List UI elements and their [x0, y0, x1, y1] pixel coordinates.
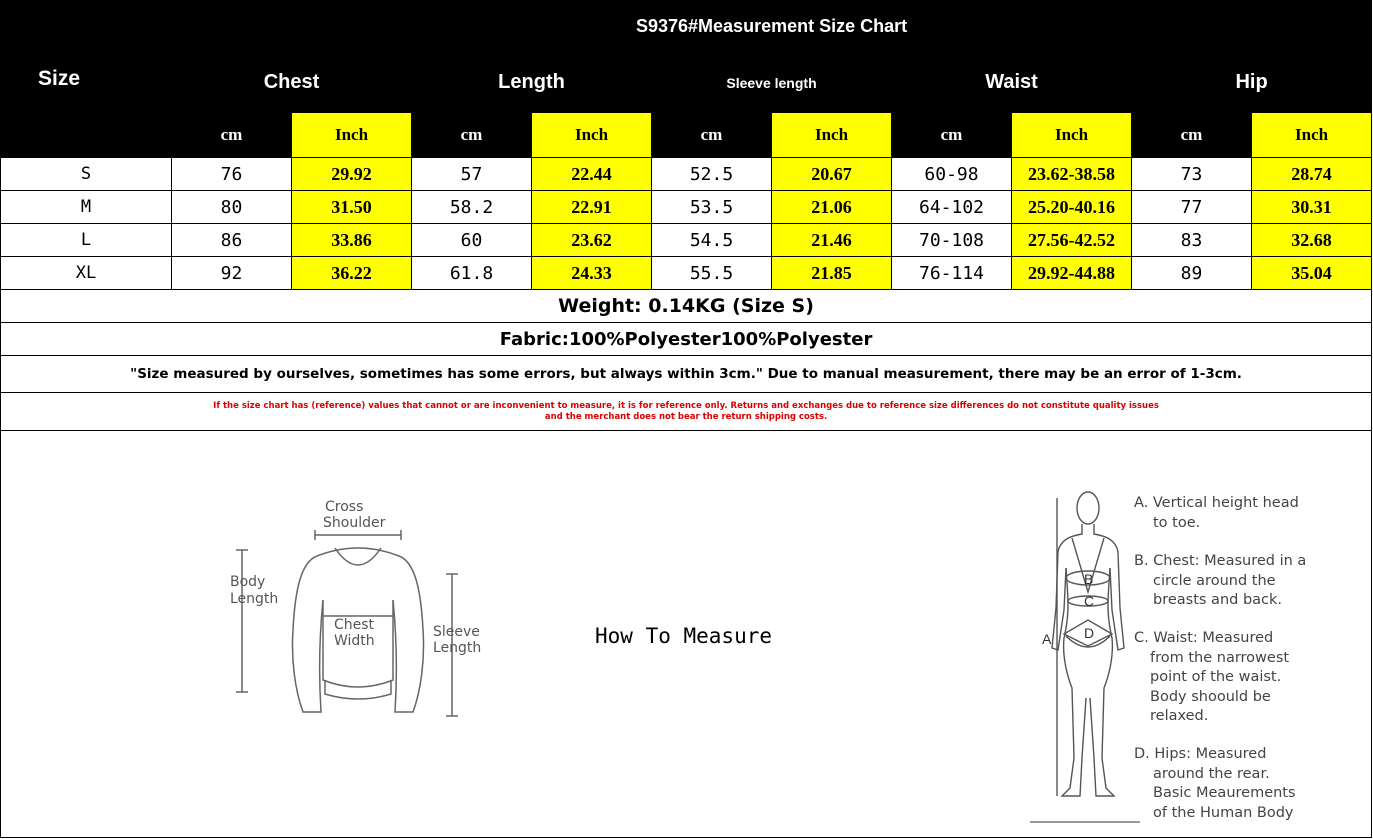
- hip-inch-cell: 35.04: [1252, 257, 1372, 290]
- cross-shoulder-label-1: Cross: [325, 499, 364, 515]
- sleeve-inch-cell: 21.06: [772, 191, 892, 224]
- chart-title: S9376#Measurement Size Chart: [172, 1, 1372, 53]
- sweater-measure-diagram: [225, 490, 495, 730]
- hip-cm-cell: 89: [1132, 257, 1252, 290]
- warning-line-2: and the merchant does not bear the return shipping costs.: [544, 411, 828, 422]
- hip-inch-cell: 30.31: [1252, 191, 1372, 224]
- legend-line: A. Vertical height head: [1134, 495, 1299, 511]
- unit-cm: cm: [172, 113, 292, 158]
- sleeve-inch-cell: 20.67: [772, 158, 892, 191]
- length-inch-cell: 22.91: [532, 191, 652, 224]
- length-inch-cell: 22.44: [532, 158, 652, 191]
- sleeve-length-label-2: Length: [433, 640, 482, 656]
- length-cm-cell: 61.8: [412, 257, 532, 290]
- group-header-waist: Waist: [892, 53, 1132, 113]
- table-row: [1, 257, 1372, 290]
- legend-c: [1134, 629, 1289, 727]
- chest-width-label-2: Width: [334, 633, 375, 649]
- hip-cm-cell: 77: [1132, 191, 1252, 224]
- chest-inch-cell: 36.22: [292, 257, 412, 290]
- legend-line: circle around the: [1153, 572, 1276, 589]
- row-size-label: S: [1, 158, 172, 191]
- legend-line: Basic Meaurements: [1153, 785, 1296, 801]
- length-inch-cell: 23.62: [532, 224, 652, 257]
- legend-line: of the Human Body: [1153, 804, 1294, 821]
- hip-inch-cell: 32.68: [1252, 224, 1372, 257]
- waist-cm-cell: 76-114: [892, 257, 1012, 290]
- measurement-note: "Size measured by ourselves, sometimes has some errors, but always within 3cm." Due to manual measurement, there may be an error of 1-3cm.: [1, 356, 1372, 393]
- length-cm-cell: 58.2: [412, 191, 532, 224]
- row-size-label: L: [1, 224, 172, 257]
- weight-info: Weight: 0.14KG (Size S): [1, 290, 1372, 323]
- unit-inch: Inch: [292, 113, 412, 158]
- unit-cm: cm: [412, 113, 532, 158]
- chest-width-label-1: Chest: [334, 617, 375, 633]
- sleeve-cm-cell: 53.5: [652, 191, 772, 224]
- warning-line-1: If the size chart has (reference) values that cannot or are inconvenient to measure, it is for reference only. Returns and exchanges due to reference size differences do not constitute quality issues: [213, 400, 1159, 411]
- waist-inch-cell: 23.62-38.58: [1012, 158, 1132, 191]
- unit-cm: cm: [892, 113, 1012, 158]
- chest-cm-cell: 76: [172, 158, 292, 191]
- waist-inch-cell: 25.20-40.16: [1012, 191, 1132, 224]
- legend-line: around the rear.: [1153, 765, 1270, 782]
- group-header-length: Length: [412, 53, 652, 113]
- fabric-info: Fabric:100%Polyester100%Polyester: [1, 323, 1372, 356]
- unit-inch: Inch: [532, 113, 652, 158]
- legend-line: C. Waist: Measured: [1134, 630, 1274, 646]
- legend-line: point of the waist.: [1150, 669, 1282, 685]
- sleeve-cm-cell: 55.5: [652, 257, 772, 290]
- body-measure-figure: [1030, 488, 1140, 824]
- unit-cm: cm: [1132, 113, 1252, 158]
- sleeve-inch-cell: 21.85: [772, 257, 892, 290]
- hip-cm-cell: 73: [1132, 158, 1252, 191]
- hip-inch-cell: 28.74: [1252, 158, 1372, 191]
- legend-line: breasts and back.: [1153, 592, 1283, 608]
- sleeve-cm-cell: 54.5: [652, 224, 772, 257]
- sleeve-inch-cell: 21.46: [772, 224, 892, 257]
- legend-line: D. Hips: Measured: [1134, 746, 1267, 762]
- legend-line: Body shoould be: [1150, 688, 1271, 705]
- size-column-header: Size: [1, 1, 172, 158]
- waist-inch-cell: 27.56-42.52: [1012, 224, 1132, 257]
- unit-cm: cm: [652, 113, 772, 158]
- mark-d: D: [1084, 625, 1095, 641]
- legend-line: to toe.: [1153, 514, 1201, 531]
- unit-inch: Inch: [772, 113, 892, 158]
- unit-inch: Inch: [1252, 113, 1372, 158]
- table-row: [1, 224, 1372, 257]
- cross-shoulder-label-2: Shoulder: [323, 515, 386, 531]
- legend-a: [1134, 494, 1299, 533]
- hip-cm-cell: 83: [1132, 224, 1252, 257]
- sleeve-cm-cell: 52.5: [652, 158, 772, 191]
- length-inch-cell: 24.33: [532, 257, 652, 290]
- legend-b: [1134, 552, 1306, 611]
- table-row: [1, 191, 1372, 224]
- waist-cm-cell: 64-102: [892, 191, 1012, 224]
- mark-b: B: [1084, 571, 1094, 587]
- group-header-chest: Chest: [172, 53, 412, 113]
- unit-header-row: [1, 113, 1372, 158]
- length-cm-cell: 57: [412, 158, 532, 191]
- body-outline: [1052, 492, 1124, 796]
- length-cm-cell: 60: [412, 224, 532, 257]
- chest-cm-cell: 86: [172, 224, 292, 257]
- mark-c: C: [1084, 593, 1095, 609]
- legend-line: B. Chest: Measured in a: [1134, 553, 1307, 569]
- body-length-label-1: Body: [230, 574, 266, 590]
- group-header-sleeve-length: Sleeve length: [652, 53, 892, 113]
- legend-d: [1134, 745, 1296, 823]
- mark-a: A: [1042, 631, 1052, 647]
- chest-cm-cell: 92: [172, 257, 292, 290]
- chest-inch-cell: 33.86: [292, 224, 412, 257]
- chest-inch-cell: 31.50: [292, 191, 412, 224]
- waist-cm-cell: 70-108: [892, 224, 1012, 257]
- chest-inch-cell: 29.92: [292, 158, 412, 191]
- legend-line: from the narrowest: [1150, 649, 1290, 666]
- waist-inch-cell: 29.92-44.88: [1012, 257, 1132, 290]
- row-size-label: M: [1, 191, 172, 224]
- row-size-label: XL: [1, 257, 172, 290]
- waist-cm-cell: 60-98: [892, 158, 1012, 191]
- sleeve-length-label-1: Sleeve: [433, 624, 480, 640]
- legend-line: relaxed.: [1150, 708, 1209, 724]
- reference-warning: [1, 393, 1372, 431]
- table-row: [1, 158, 1372, 191]
- chest-cm-cell: 80: [172, 191, 292, 224]
- unit-inch: Inch: [1012, 113, 1132, 158]
- group-header-hip: Hip: [1132, 53, 1372, 113]
- how-to-measure-title: How To Measure: [595, 624, 773, 648]
- body-length-label-2: Length: [230, 591, 279, 607]
